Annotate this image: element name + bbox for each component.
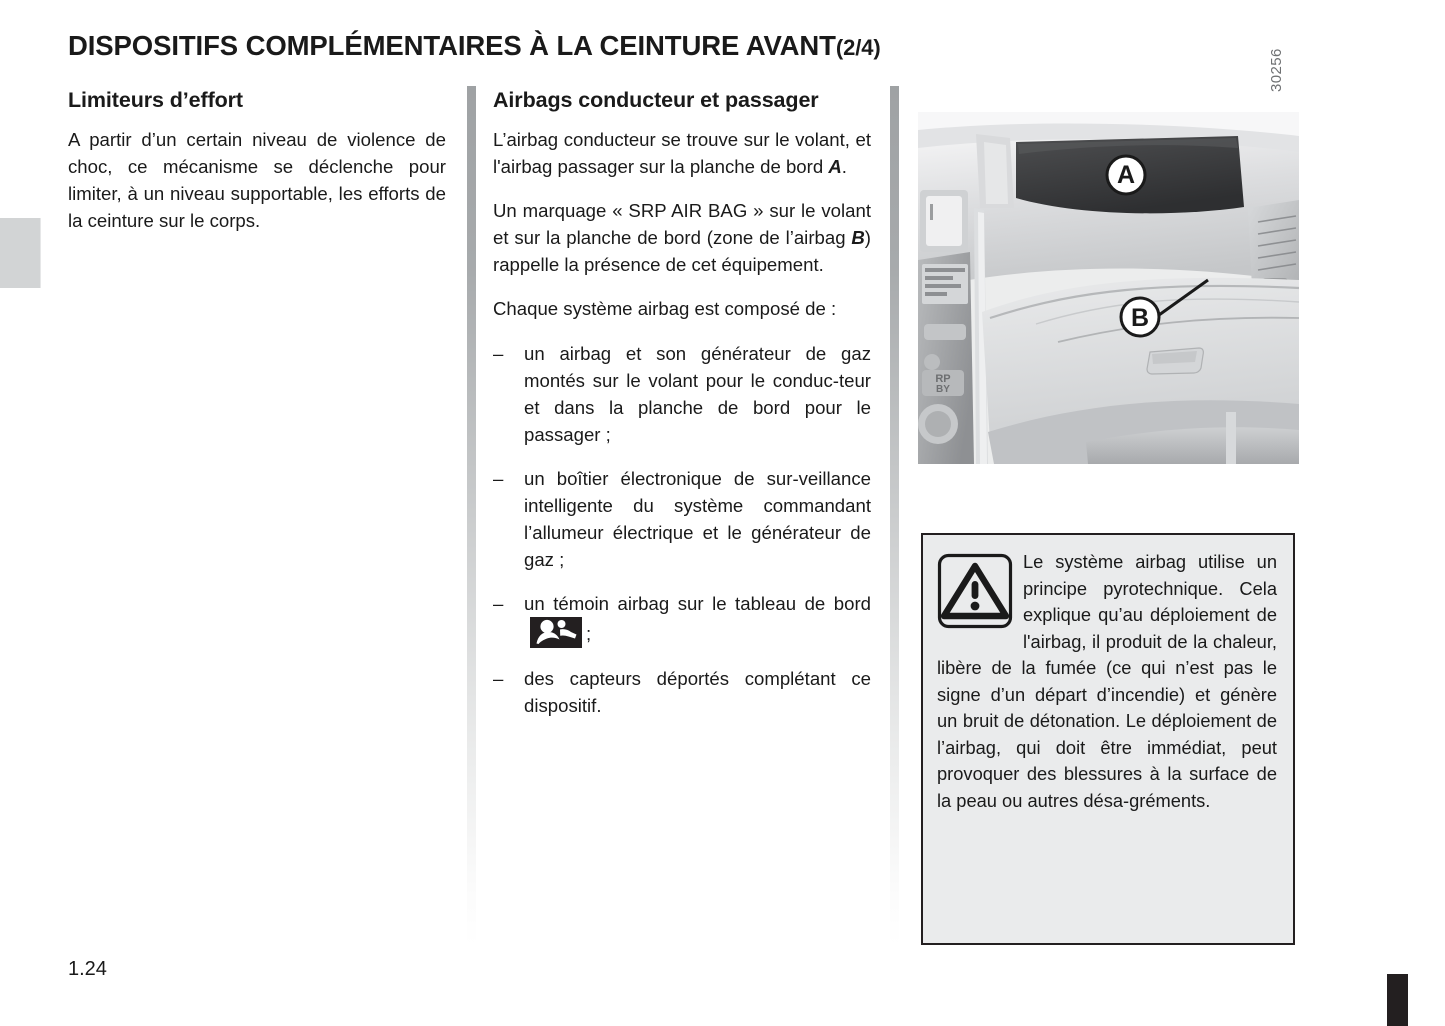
airbag-location-paragraph bbox=[493, 126, 871, 180]
middle-column bbox=[493, 86, 871, 719]
left-column-heading: Limiteurs d’effort bbox=[68, 88, 243, 112]
list-item-text: un airbag et son générateur de gaz montés sur le volant pour le conduc-teur et dans la planche de bord pour le passager ; bbox=[524, 342, 871, 445]
list-item bbox=[493, 590, 871, 648]
svg-text:B: B bbox=[1130, 304, 1150, 332]
system-composition-list bbox=[493, 340, 871, 720]
airbag-telltale-icon bbox=[530, 617, 582, 648]
left-column bbox=[68, 86, 446, 234]
svg-text:BY: BY bbox=[936, 384, 950, 395]
page-number: 1.24 bbox=[68, 958, 107, 980]
system-composition-lead: Chaque système airbag est composé de : bbox=[493, 298, 837, 320]
callout-marker-a-inline: A bbox=[828, 156, 842, 178]
list-dash: – bbox=[493, 592, 504, 614]
list-item-text: des capteurs déportés complétant ce dispositif. bbox=[524, 667, 871, 716]
list-dash: – bbox=[493, 467, 504, 489]
left-column-paragraph: A partir d’un certain niveau de violence de choc, ce mécanisme se déclenche pour limiter, à un niveau supportable, les efforts de la ceinture sur le corps. bbox=[68, 129, 446, 232]
figure-reference-number: 30256 bbox=[1268, 48, 1285, 92]
middle-column-heading: Airbags conducteur et passager bbox=[493, 88, 819, 112]
list-item-text: un témoin airbag sur le tableau de bord bbox=[524, 592, 871, 614]
list-item-text: un boîtier électronique de sur-veillance intelligente du système commandant l’allumeur électrique et le générateur de gaz ; bbox=[524, 467, 871, 570]
warning-triangle-icon bbox=[937, 553, 1013, 629]
callout-marker-b-inline: B bbox=[851, 227, 865, 249]
srp-marking-paragraph bbox=[493, 197, 871, 278]
warning-text: Le système airbag utilise un principe pyrotechnique. Cela explique qu’au déploiement de l'airbag, il produit de la chaleur, libère de la fumée (ce qui n’est pas le signe d’un départ d’incendie) et génère un bruit de détonation. Le déploiement de l’airbag, qui doit être immédiat, peut provoquer des blessures à la surface de la peau ou autres désa-gréments. bbox=[937, 551, 1277, 811]
list-dash: – bbox=[493, 342, 504, 364]
svg-text:A: A bbox=[1116, 161, 1136, 189]
airbag-location-text-2: . bbox=[841, 156, 847, 178]
page-edge-tab bbox=[0, 218, 41, 288]
page-edge-bottom-marker bbox=[1387, 974, 1408, 1026]
list-item-text-after-icon: ; bbox=[586, 622, 592, 644]
list-item bbox=[493, 665, 871, 719]
list-item bbox=[493, 340, 871, 448]
page-title-fraction: (2/4) bbox=[835, 35, 881, 60]
list-item bbox=[493, 465, 871, 573]
srp-marking-text-2: ) rappelle la présence de cet équipement. bbox=[493, 227, 871, 276]
column-divider-middle bbox=[467, 86, 476, 946]
srp-marking-text-1: Un marquage « SRP AIR BAG » sur le volant et sur la planche de bord (zone de l’airbag bbox=[493, 200, 871, 249]
dashboard-figure bbox=[918, 112, 1299, 464]
page-title-text: DISPOSITIFS COMPLÉMENTAIRES À LA CEINTURE AVANT bbox=[68, 30, 836, 61]
column-divider-right bbox=[890, 86, 899, 946]
airbag-location-text-1: L’airbag conducteur se trouve sur le volant, et l'airbag passager sur la planche de bord bbox=[493, 129, 871, 178]
svg-text:RP: RP bbox=[935, 373, 951, 385]
warning-box bbox=[921, 533, 1295, 945]
page-title bbox=[68, 30, 881, 62]
list-dash: – bbox=[493, 667, 504, 689]
